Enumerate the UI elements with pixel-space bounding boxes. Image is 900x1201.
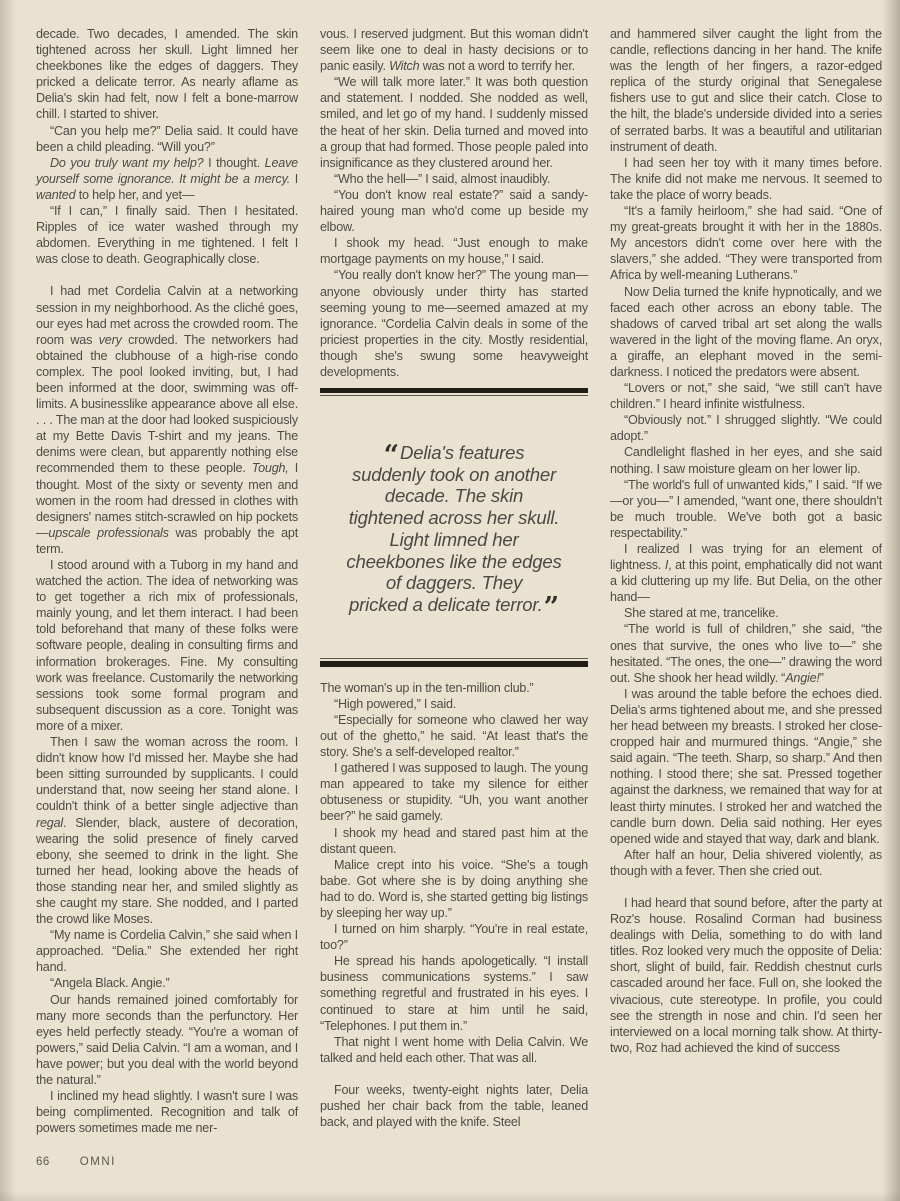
text-run: I inclined my head slightly. I wasn't sure I was being complimented. Recognition and talk of powers sometimes made me ner- xyxy=(36,1089,298,1136)
paragraph xyxy=(610,605,882,621)
paragraph xyxy=(320,26,588,74)
paragraph xyxy=(36,734,298,927)
text-run: crowded. The networkers had obtained the clubhouse of a high-rise condo complex. The pool looked inviting, but, I had been informed at the door, swimming was off-limits. A businesslike appearance above all else. . . . The man at the door had looked suspiciously at my Bette Davis T-shirt and my jeans. The denims were clean, but apparently nothing else recommended them to these people. xyxy=(36,332,298,476)
paragraph xyxy=(36,123,298,155)
text-column-3 xyxy=(610,26,882,1136)
thick-rule xyxy=(320,661,588,667)
text-run: “We will talk more later.” It was both question and statement. I nodded. She nodded as well, smiled, and let go of my hand. I suddenly missed the heat of her skin. Delia turned and moved into a group that had formed. Those people paled into insignificance as they clustered around her. xyxy=(320,75,588,170)
text-run: very xyxy=(98,332,122,347)
thin-rule xyxy=(320,658,588,659)
text-run: , at this point, emphatically did not want a kid cluttering up my life. But Delia, on the other hand— xyxy=(610,558,882,605)
text-run: “Who the hell—” I said, almost inaudibly. xyxy=(334,171,551,186)
text-run: Now Delia turned the knife hypnotically, and we faced each other across an ebony table. The shadows of carved tribal art set along the walls wavered in the light of the moving flame. An oryx, a giraffe, an elephant moved in the semi-darkness. I noticed the predators were absent. xyxy=(610,284,882,379)
text-run: After half an hour, Delia shivered violently, as though with a fever. Then she cried out. xyxy=(610,847,882,878)
text-run: I turned on him sharply. “You're in real estate, too?” xyxy=(320,922,588,953)
paragraph xyxy=(320,857,588,921)
text-run: “You really don't know her?” The young man—anyone obviously under thirty has started seeming young to me—seemed amazed at my ignorance. “Cordelia Calvin deals in some of the priciest properties in the city. Mostly residential, though she's swung some heavyweight developments. xyxy=(320,268,588,379)
text-run: I stood around with a Tuborg in my hand and watched the action. The idea of networking was to get together a rich mix of professionals, mainly young, and let them interact. I had been told beforehand that many of these folks were software people, dealing in consulting firms and information brokerages. Fine. My consulting work was freelance. Customarily the networking sessions took some formal program and subsequent discussion as a core. Tonight was more of a mixer. xyxy=(36,558,298,733)
text-run: “You don't know real estate?” said a sandy-haired young man who'd come up beside my elbow. xyxy=(320,187,588,235)
paragraph xyxy=(36,203,298,267)
thin-rule xyxy=(320,395,588,396)
text-run: was probably the apt term. xyxy=(36,525,298,556)
text-run: “The world's full of unwanted kids,” I said. “If we—or you—” I amended, “want one, there shouldn't be much trouble. We've both got a basic respectability.” xyxy=(610,477,882,540)
text-run: Then I saw the woman across the room. I didn't know how I'd missed her. Maybe she had been sitting surrounded by supplicants. I could understand that, now seeing her stand alone. I couldn't think of a better single adjective than xyxy=(36,735,298,814)
text-run: I was around the table before the echoes died. Delia's arms tightened about me, and she pressed her head between my breasts. I stroked her close-cropped hair and murmured things. “Angie,” she said again. “The teeth. Sharp, so sharp.” And then nothing. I stood there; she sat. Pressed together against the darkness, we remained that way for at least thirty minutes. I stroked her and watched the candle burn down. Delia said nothing. Her eyes opened wide and stayed that way, dark and blank. xyxy=(610,686,882,846)
paragraph xyxy=(36,155,298,203)
page-edge-shadow-bottom xyxy=(0,1191,900,1201)
text-column-2 xyxy=(320,26,588,1136)
text-columns xyxy=(36,26,882,1136)
text-run: I shook my head. “Just enough to make mortgage payments on my house,” I said. xyxy=(320,236,588,267)
pull-quote-line: decade. The skin xyxy=(384,485,524,507)
paragraph xyxy=(610,284,882,381)
paragraph xyxy=(36,992,298,1089)
text-run: “High powered,” I said. xyxy=(334,696,457,711)
magazine-name: OMNI xyxy=(79,1156,116,1168)
paragraph xyxy=(36,927,298,975)
page-edge-shadow-right xyxy=(882,0,900,1201)
text-column-1 xyxy=(36,26,298,1136)
paragraph xyxy=(320,74,588,171)
paragraph xyxy=(36,26,298,123)
paragraph xyxy=(610,155,882,203)
paragraph xyxy=(610,895,882,1056)
pull-quote xyxy=(320,440,588,623)
pull-quote-line: tightened across her skull. xyxy=(348,507,560,529)
text-run: I had seen her toy with it many times before. The knife did not make me nervous. It seemed to take the place of worry beads. xyxy=(610,155,882,202)
paragraph xyxy=(610,412,882,444)
text-run: He spread his hands apologetically. “I install business communications systems.” I saw something regretful and frustrated in his eyes. I continued to stare at him until he said, “Telephones. I put them in.” xyxy=(320,954,588,1033)
text-run: I had heard that sound before, after the party at Roz's house. Rosalind Corman had business dealings with Delia, something to do with land titles. Roz looked very much the opposite of Delia: short, slight of build, fair. Reddish chestnut curls cascaded around her face. Full on, she looked the vivacious, cute stereotype. In profile, you could see the strength in nose and chin. I'd seen her interviewed on a local morning talk show. At thirty-two, Roz had achieved the kind of success xyxy=(610,895,882,1055)
text-run: Leave yourself some ignorance. It might be a mercy. xyxy=(36,155,298,186)
text-run: “Angela Black. Angie.” xyxy=(50,976,170,991)
page-footer xyxy=(36,1156,116,1168)
text-run: “Obviously not.” I shrugged slightly. “We could adopt.” xyxy=(610,413,882,444)
paragraph xyxy=(610,541,882,605)
text-run: I xyxy=(664,558,669,573)
pull-quote-bottom-rule xyxy=(320,658,588,667)
text-run: “The world is full of children,” she said, “the ones that survive, the ones who live to—” she hesitated. “The ones, the one—” drawing the word out. She shook her head wildly. “ xyxy=(610,622,882,685)
paragraph xyxy=(36,557,298,734)
paragraph xyxy=(320,825,588,857)
text-run: That night I went home with Delia Calvin. We talked and held each other. That was all. xyxy=(320,1034,588,1065)
text-run: “My name is Cordelia Calvin,” she said when I approached. “Delia.” She extended her right hand. xyxy=(36,928,298,975)
text-run: regal xyxy=(36,815,64,830)
text-run: I shook my head and stared past him at the distant queen. xyxy=(320,825,588,856)
text-run: She stared at me, trancelike. xyxy=(624,606,779,621)
text-run: I gathered I was supposed to laugh. The young man appeared to take my silence for either obtuseness or stupidity. “Uh, you want another beer?” he said gamely. xyxy=(320,761,588,824)
paragraph xyxy=(610,444,882,476)
paragraph xyxy=(320,712,588,760)
text-run: I xyxy=(290,171,298,186)
pull-quote-line: cheekbones like the edges xyxy=(346,550,562,572)
thick-rule xyxy=(320,388,588,393)
text-run: ” xyxy=(819,670,824,685)
text-run: “Can you help me?” Delia said. It could have been a child pleading. “Will you?” xyxy=(36,123,298,154)
text-run: I thought. xyxy=(203,155,265,170)
text-run: wanted xyxy=(36,187,76,202)
paragraph xyxy=(320,267,588,380)
open-quote-icon: “ xyxy=(383,440,399,472)
text-run: upscale professionals xyxy=(48,525,169,540)
page-edge-shadow-left xyxy=(0,0,16,1201)
text-run: Malice crept into his voice. “She's a tough babe. Got where she is by doing anything she had to do. Word is, she started getting big listings by sleeping her way up.” xyxy=(320,857,588,920)
page-number: 66 xyxy=(36,1156,50,1168)
text-run: The woman's up in the ten-million club.” xyxy=(320,680,534,695)
text-run: Do you truly want my help? xyxy=(50,155,204,170)
paragraph xyxy=(320,760,588,824)
text-run: Candlelight flashed in her eyes, and she said nothing. I saw moisture gleam on her lower lip. xyxy=(610,445,882,476)
paragraph xyxy=(320,187,588,235)
text-run: Tough, xyxy=(251,461,289,476)
close-quote-icon: ” xyxy=(543,591,559,623)
paragraph xyxy=(610,380,882,412)
paragraph xyxy=(610,203,882,283)
pull-quote-line: “Delia's features xyxy=(383,440,525,472)
paragraph xyxy=(610,621,882,685)
text-run: “Lovers or not,” she said, “we still can't have children.” I heard infinite wistfulness. xyxy=(610,381,882,412)
paragraph xyxy=(320,1034,588,1066)
text-run: Our hands remained joined comfortably for many more seconds than the perfunctory. Her eyes held perfectly steady. “You're a woman of powers,” said Delia Calvin. “I am a woman, and I have power; but you deal with the world beyond the natural.” xyxy=(36,992,298,1087)
paragraph xyxy=(320,696,588,712)
text-run: and hammered silver caught the light from the candle, reflections dancing in her hand. The knife was the length of her fingers, a razor-edged replica of the sturdy original that Senegalese fishers use to gut and slice their catch. Close to the hilt, the blade's underside divided into a series of serrated barbs. It was a beautiful and utilitarian instrument of death. xyxy=(610,27,882,154)
paragraph xyxy=(320,235,588,267)
text-run: Witch xyxy=(389,59,420,74)
text-run: Four weeks, twenty-eight nights later, Delia pushed her chair back from the table, leaned back, and played with the knife. Steel xyxy=(320,1082,588,1130)
text-run: decade. Two decades, I amended. The skin tightened across her skull. Light limned her cheekbones like the edges of daggers. They pricked a delicate terror. As nearly aflame as Delia's skin had felt, now I felt a bone-marrow chill. I started to shiver. xyxy=(36,27,298,122)
paragraph xyxy=(610,26,882,155)
column-2-top-text xyxy=(320,26,588,380)
pull-quote-line: of daggers. They xyxy=(385,572,523,594)
text-run: I thought. Most of the sixty or seventy men and women in the room had dressed in clothes with designers' names stitch-scrawled on hip pockets— xyxy=(36,461,298,540)
text-run: I had met Cordelia Calvin at a networking session in my neighborhood. As the cliché goes, our eyes had met across the crowded room. The room was xyxy=(36,284,298,347)
paragraph xyxy=(320,1082,588,1130)
paragraph xyxy=(610,847,882,879)
paragraph xyxy=(610,477,882,541)
paragraph xyxy=(36,975,298,991)
text-run: was not a word to terrify her. xyxy=(419,59,575,74)
column-2-bottom-text xyxy=(320,680,588,1131)
text-run: vous. I reserved judgment. But this woman didn't seem like one to deal in hasty decisions or to panic easily. xyxy=(320,27,588,74)
paragraph xyxy=(36,1088,298,1136)
paragraph xyxy=(320,171,588,187)
paragraph xyxy=(36,283,298,557)
paragraph xyxy=(320,921,588,953)
paragraph xyxy=(610,686,882,847)
pull-quote-line: Light limned her xyxy=(389,528,519,550)
paragraph xyxy=(320,953,588,1033)
text-run: . Slender, black, austere of decoration, wearing the solid presence of finely carved ebony, she seemed to drink in the light. She turned her head, looking above the heads of those standing near her, and smiled slightly as she caught my stare. She nodded, and I parted the crowd like Moses. xyxy=(36,815,298,927)
pull-quote-line: pricked a delicate terror.” xyxy=(349,591,559,623)
pull-quote-line: suddenly took on another xyxy=(351,463,557,485)
text-run: “If I can,” I finally said. Then I hesitated. Ripples of ice water washed through my abdomen. Everything in me tightened. I felt I was close to death. Geographically close. xyxy=(36,204,298,267)
text-run: “It's a family heirloom,” she had said. “One of my great-greats brought it with her in the 1880s. My ancestors didn't come over here with the slavers,” she added. “They were transported from Africa by well-meaning Lutherans.” xyxy=(610,204,882,283)
pull-quote-top-rule xyxy=(320,388,588,396)
text-run: Angie! xyxy=(785,670,820,685)
text-run: “Especially for someone who clawed her way out of the ghetto,” he said. “At least that's the story. She's a self-developed realtor.” xyxy=(320,712,588,760)
text-run: I realized I was trying for an element of lightness. xyxy=(610,542,882,573)
paragraph xyxy=(320,680,588,696)
text-run: to help her, and yet— xyxy=(75,187,195,202)
